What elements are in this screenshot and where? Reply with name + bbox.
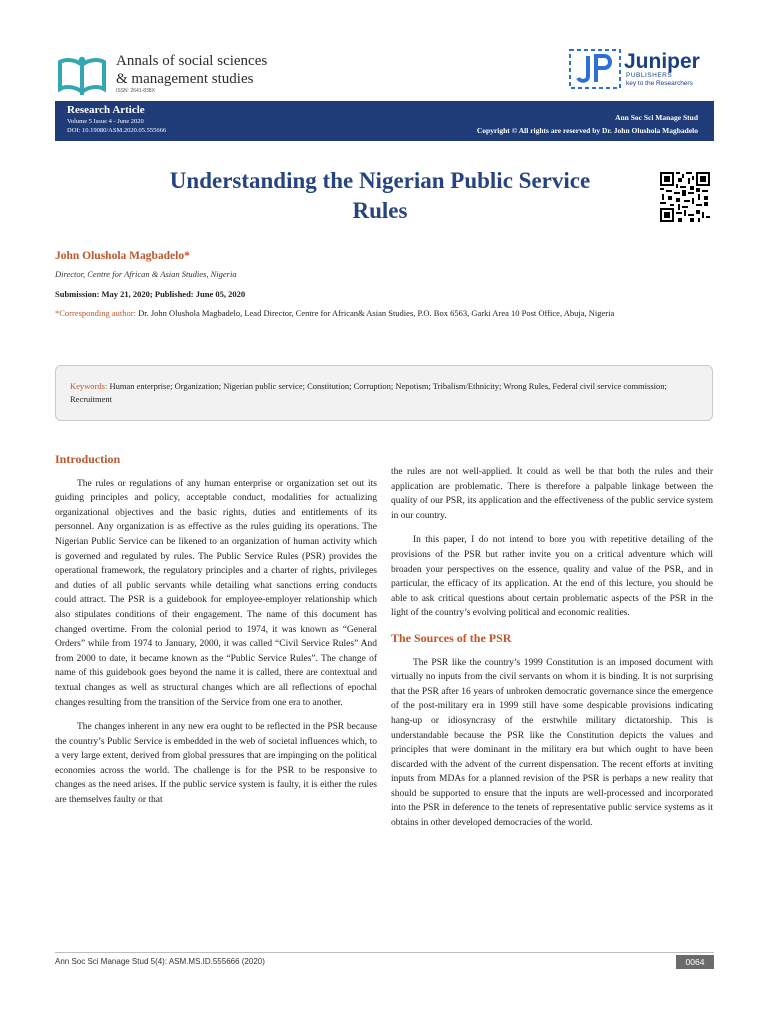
book-logo-icon <box>57 55 107 95</box>
journal-name-line2: & management studies <box>116 71 254 87</box>
publisher-tagline: key to the Researchers <box>626 80 693 87</box>
journal-copyright-block <box>477 111 698 137</box>
juniper-logo-icon <box>568 48 622 90</box>
intro-paragraph-1: The rules or regulations of any human enterprise or organization set out its guiding principles and policy, acceptable conduct, modalities for actualizing organizational objectives and the basic rights, duties and entitlements of its personnel. Any organization is as effective as the rules guiding its operations. The Nigerian Public Service can be likened to an organization of human activity which is governed and regulated by rules. The Public Service Rules (PSR) provides the operational framework, the regulatory principles and a charter of rights, privileges and duties of all public servants while detailing what sanctions erring conducts could attract. The PSR is a guidebook for employee-employer relationship which also stipulates conditions of their engagement. The name of this document has changed overtime. From the colonial period to 1974, it was known as “General Orders” while from 1974 to January, 2000, it was called “Civil Service Rules” And from 2000 to date, it became known as the “Public Service Rules”. The change of name of this guidebook goes beyond the name it is called, there are contextual and textual changes as well as structural changes which are all reflections of epochal changes resulting from the transition of the Service from one era to another. <box>55 478 377 708</box>
author-affiliation: Director, Centre for African & Asian Studies, Nigeria <box>55 269 237 279</box>
corresponding-author-text: Dr. John Olushola Magbadelo, Lead Director, Centre for African& Asian Studies, P.O. Box 6563, Garki Area 10 Post Office, Abuja, Nigeria <box>135 308 615 318</box>
right-paragraph-2: In this paper, I do not intend to bore you with repetitive detailing of the provisions of the PSR but rather invite you on a critical adventure which will broaden your perspectives on the essence, quality and value of the PSR, and in particular, the efficacy of its application. At the end of this lecture, you should be able to ask critical questions about certain problematic aspects of the PSR in the light of the country’s evolving political and economic realities. <box>391 535 713 619</box>
right-column <box>391 465 713 841</box>
journal-issn: ISSN: 2641-838X <box>116 88 155 94</box>
copyright-text: Copyright © All rights are reserved by Dr. John Olushola Magbadelo <box>476 126 698 135</box>
right-paragraph-1: the rules are not well-applied. It could as well be that both the rules and their application are problematic. There is therefore a palpable linkage between the quality of our PSR, its application and the effectiveness of the public service system in our country. <box>391 467 713 521</box>
keywords-text: Human enterprise; Organization; Nigerian public service; Constitution; Corruption; Nepotism; Tribalism/Ethnicity; Wrong Rules, Federal civil service commission; Recruitment <box>70 381 667 404</box>
corresponding-author-label: *Corresponding author: <box>55 308 136 318</box>
author-name: John Olushola Magbadelo* <box>55 250 190 262</box>
intro-paragraph-2: The changes inherent in any new era ought to be reflected in the PSR because the country’s Public Service is embedded in the web of societal influences which, to a very large extent, derived from global pressures that are impinging on the political economies across the world. The challenge is for the PSR to be responsive to changes as the need arises. If the public service system is faulty, it is either the rules are themselves faulty or that <box>55 722 377 806</box>
qr-code-icon[interactable] <box>660 172 710 222</box>
journal-name-line1: Annals of social sciences <box>116 53 268 69</box>
sources-paragraph-1: The PSR like the country’s 1999 Constitution is an imposed document with virtually no inputs from the civil servants on whom it is binding. It is not surprising that the PSR after 16 years of unbroken democratic governance since the emergence of the post-military era in 1999 still have some despicable provisions indicating hang-up or idiosyncrasy of the erstwhile military dictatorship. This is understandable because the PSR like the Constitution depicts the values and principles that were dominant in the military era but which ought to have been discarded with the advent of the current dispensation. The recent efforts at inviting inputs from MDAs for a planned revision of the PSR is perhaps a new reality that should be supported to ensure that the inputs are well-processed and incorporated into the PSR in deference to the tenets of representative public service systems as it obtains in other developed democracies of the world. <box>391 657 713 829</box>
footer-divider <box>55 952 714 953</box>
corresponding-author <box>55 307 705 319</box>
footer-citation: Ann Soc Sci Manage Stud 5(4): ASM.MS.ID.555666 (2020) <box>55 957 265 966</box>
article-title: Understanding the Nigerian Public Service Rules <box>169 168 591 223</box>
keywords-label: Keywords: <box>70 381 108 391</box>
publisher-name: Juniper <box>624 50 700 73</box>
article-meta <box>67 104 166 135</box>
page-number: 0064 <box>676 955 714 969</box>
article-type: Research Article <box>67 104 145 116</box>
journal-name <box>116 52 267 88</box>
article-volume: Volume 5 Issue 4 - June 2020 <box>67 118 144 125</box>
submission-dates: Submission: May 21, 2020; Published: June 05, 2020 <box>55 289 246 299</box>
keywords-box <box>55 365 713 421</box>
introduction-heading: Introduction <box>55 452 121 466</box>
article-doi[interactable]: DOI: 10.19080/ASM.2020.05.555666 <box>67 127 167 134</box>
sources-heading: The Sources of the PSR <box>391 630 512 645</box>
publisher-sub: PUBLISHERS <box>626 72 673 79</box>
left-column <box>55 452 377 818</box>
journal-abbrev: Ann Soc Sci Manage Stud <box>615 113 698 122</box>
